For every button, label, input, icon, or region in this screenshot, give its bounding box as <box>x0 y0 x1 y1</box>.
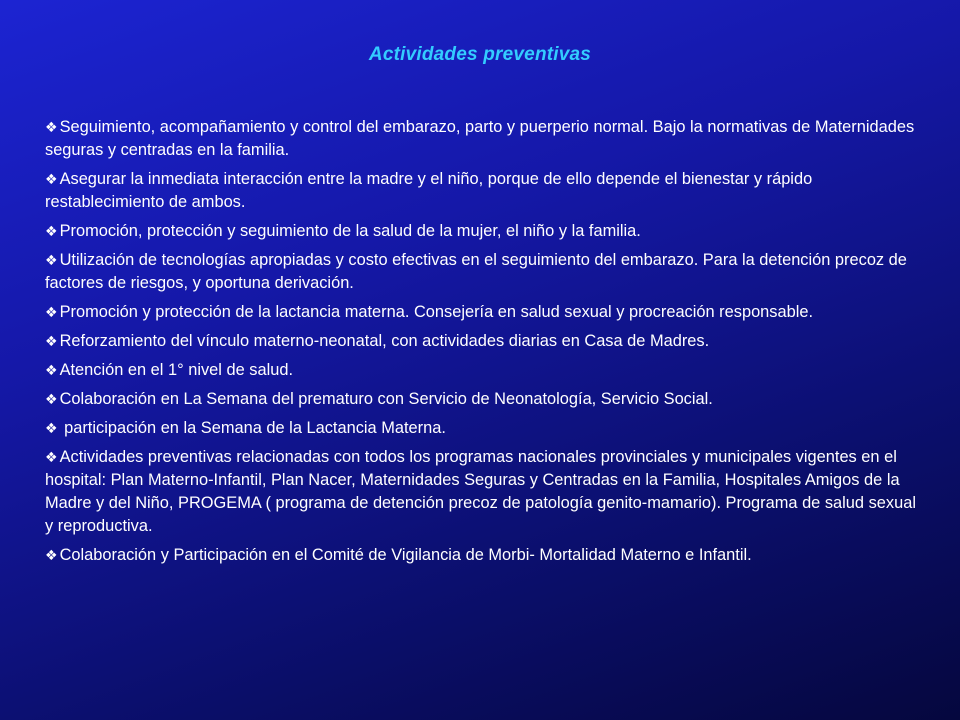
diamond-bullet-icon: ❖ <box>45 362 58 378</box>
slide-title: Actividades preventivas <box>368 44 592 65</box>
list-item <box>45 359 925 382</box>
list-item <box>45 301 925 324</box>
list-item <box>45 220 925 243</box>
list-item-text: Actividades preventivas relacionadas con todos los programas nacionales provinciales y municipales vigentes en el hospital: Plan Materno-Infantil, Plan Nacer, Maternidades Seguras y Centradas en la Familia, Hospitales Amigos de la Madre y del Niño, PROGEMA ( programa de detención precoz de patología genito-mamario). Programa de salud sexual y reproductiva. <box>45 448 916 535</box>
list-item <box>45 544 925 567</box>
diamond-bullet-icon: ❖ <box>45 333 58 349</box>
list-item-text: Asegurar la inmediata interacción entre la madre y el niño, porque de ello depende el bienestar y rápido restablecimiento de ambos. <box>45 170 813 211</box>
list-item-text: Promoción y protección de la lactancia materna. Consejería en salud sexual y procreación responsable. <box>59 303 814 321</box>
list-item <box>45 446 925 538</box>
diamond-bullet-icon: ❖ <box>45 252 58 268</box>
diamond-bullet-icon: ❖ <box>45 171 58 187</box>
list-item-text: Colaboración y Participación en el Comité de Vigilancia de Morbi- Mortalidad Materno e Infantil. <box>59 546 752 564</box>
list-item-text: Promoción, protección y seguimiento de la salud de la mujer, el niño y la familia. <box>59 222 641 240</box>
list-item-text: Atención en el 1° nivel de salud. <box>59 361 294 379</box>
diamond-bullet-icon: ❖ <box>45 420 58 436</box>
list-item-text: Colaboración en La Semana del prematuro con Servicio de Neonatología, Servicio Social. <box>59 390 713 408</box>
diamond-bullet-icon: ❖ <box>45 223 58 239</box>
list-item <box>45 417 925 440</box>
diamond-bullet-icon: ❖ <box>45 119 58 135</box>
list-item <box>45 116 925 162</box>
list-item <box>45 330 925 353</box>
list-item-text: participación en la Semana de la Lactancia Materna. <box>59 419 446 437</box>
list-item <box>45 249 925 295</box>
diamond-bullet-icon: ❖ <box>45 449 58 465</box>
bullet-list <box>45 116 925 573</box>
list-item-text: Utilización de tecnologías apropiadas y costo efectivas en el seguimiento del embarazo. Para la detención precoz de factores de riesgos, y oportuna derivación. <box>45 251 907 292</box>
list-item-text: Reforzamiento del vínculo materno-neonatal, con actividades diarias en Casa de Madres. <box>59 332 710 350</box>
diamond-bullet-icon: ❖ <box>45 304 58 320</box>
diamond-bullet-icon: ❖ <box>45 391 58 407</box>
list-item <box>45 388 925 411</box>
list-item <box>45 168 925 214</box>
diamond-bullet-icon: ❖ <box>45 547 58 563</box>
list-item-text: Seguimiento, acompañamiento y control del embarazo, parto y puerperio normal. Bajo la normativas de Maternidades seguras y centradas en la familia. <box>45 118 915 159</box>
